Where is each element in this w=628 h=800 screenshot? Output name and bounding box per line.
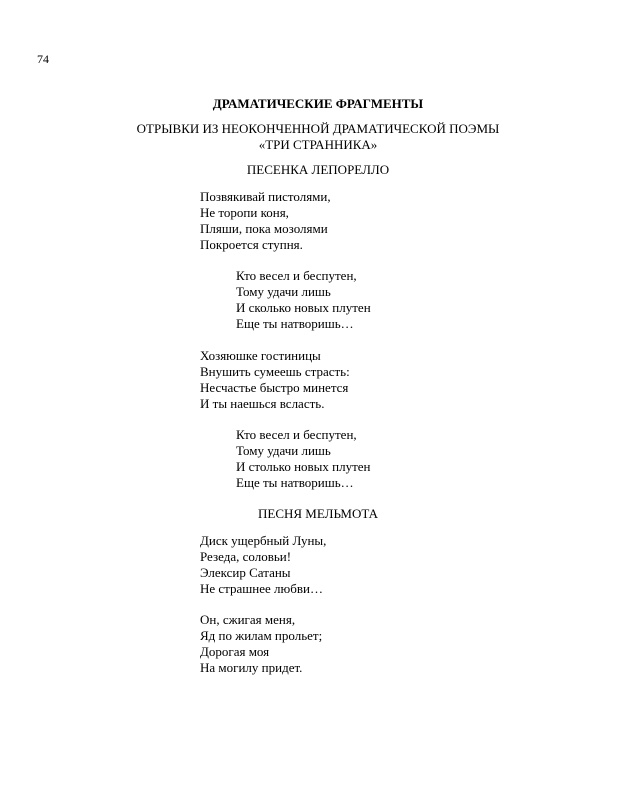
verse-line: Диск ущербный Луны, [200,533,327,548]
stanza [200,189,331,253]
verse-line: На могилу придет. [200,660,303,675]
verse-line: Кто весел и беспутен, [236,268,357,283]
verse-line: Пляши, пока мозолями [200,221,328,236]
refrain-stanza [236,427,371,491]
verse-line: И сколько новых плутен [236,300,371,315]
verse-line: Не страшнее любви… [200,581,323,596]
verse-line: Несчастье быстро минется [200,380,349,395]
verse-line: И ты наешься всласть. [200,396,325,411]
verse-line: Тому удачи лишь [236,284,331,299]
verse-line: Хозяюшке гостиницы [200,348,321,363]
verse-line: Он, сжигая меня, [200,612,296,627]
page-number: 74 [37,52,49,66]
verse-line: Кто весел и беспутен, [236,427,357,442]
verse-line: И столько новых плутен [236,459,371,474]
stanza [200,533,326,597]
refrain-stanza [236,268,371,332]
verse-line: Позвякивай пистолями, [200,189,331,204]
stanza [200,612,322,676]
verse-line: Тому удачи лишь [236,443,331,458]
verse-line: Элексир Сатаны [200,565,291,580]
subtitle-line-2: «ТРИ СТРАННИКА» [258,137,378,152]
song-title-melmoth: ПЕСНЯ МЕЛЬМОТА [257,506,379,521]
verse-line: Резеда, соловьи! [200,549,292,564]
section-title: ДРАМАТИЧЕСКИЕ ФРАГМЕНТЫ [212,96,424,111]
verse-line: Еще ты натворишь… [236,475,354,490]
verse-line: Яд по жилам прольет; [200,628,323,643]
verse-line: Внушить сумеешь страсть: [200,364,350,379]
stanza [200,348,350,412]
subtitle-line-1: ОТРЫВКИ ИЗ НЕОКОНЧЕННОЙ ДРАМАТИЧЕСКОЙ ПОЭМЫ [136,121,500,136]
verse-line: Еще ты натворишь… [236,316,354,331]
subtitle [0,121,628,153]
verse-line: Не торопи коня, [200,205,289,220]
song-title-leporello: ПЕСЕНКА ЛЕПОРЕЛЛО [246,162,390,177]
verse-line: Дорогая моя [200,644,270,659]
verse-line: Покроется ступня. [200,237,303,252]
